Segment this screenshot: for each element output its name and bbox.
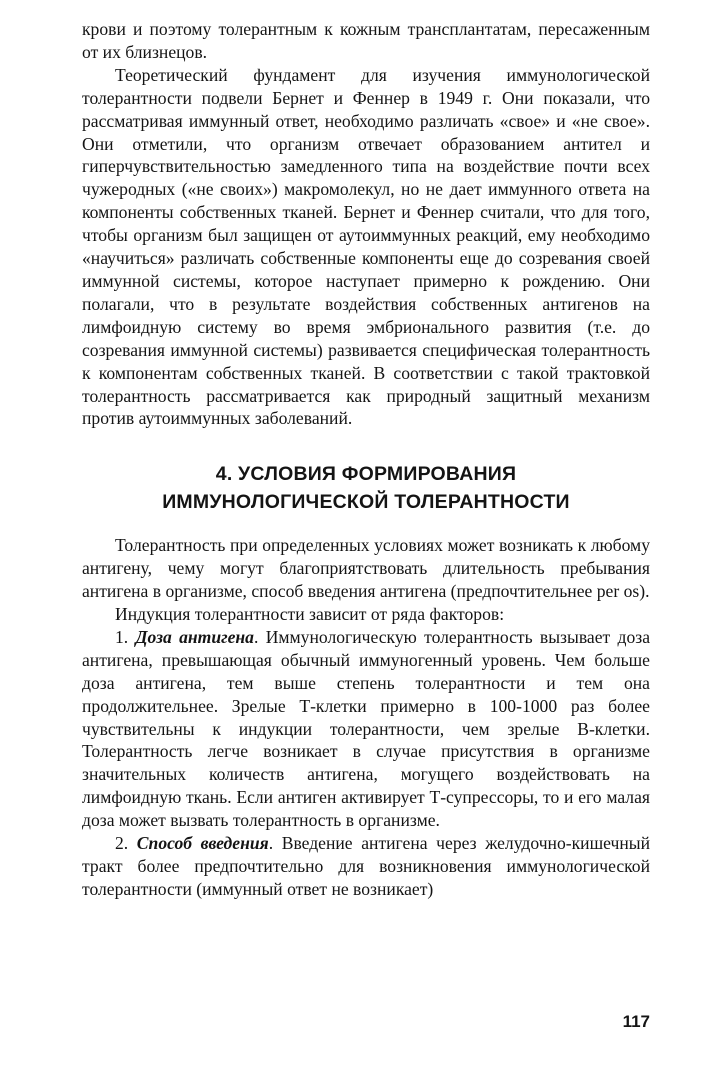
paragraph-item-method (82, 832, 650, 901)
item-text: . Иммунологическую толерантность вызывает доза антигена, превышающая обычный иммуногенный уровень. Чем больше доза антигена, тем выше степень толерантности и тем она продолжительнее. Зрелые Т-клетки примерно в 100-1000 раз более чувствительны к индукции толерантности, чем зрелые В-клетки. Толерантность легче возникает в случае присутствия в организме значительных количеств антигена, могущего воздействовать на лимфоидную ткань. Если антиген активирует Т-супрессоры, то и его малая доза может вызвать толерантность в организме. (82, 626, 651, 831)
section-heading-line-1: 4. УСЛОВИЯ ФОРМИРОВАНИЯ (215, 463, 517, 486)
paragraph-theory: Теоретический фундамент для изучения иммунологической толерантности подвели Бернет и Феннер в 1949 г. Они показали, что рассматривая иммунный ответ, необходимо различать «свое» и «не свое». Они отметили, что организм отвечает образованием антител и гиперчувствительностью замедленного типа на воздействие почти всех чужеродных («не своих») макромолекул, но не дает иммунного ответа на компоненты собственных тканей. Бернет и Феннер считали, что для того, чтобы организм был защищен от аутоиммунных реакций, ему необходимо «научиться» различать собственные компоненты еще до созревания своей иммунной системы, которое наступает примерно к рождению. Они полагали, что в результате воздействия собственных антигенов на лимфоидную систему во время эмбрионального развития (т.е. до созревания иммунной системы) развивается специфическая толерантность к компонентам собственных тканей. В соответствии с такой трактовкой толерантность рассматривается как природный защитный механизм против аутоиммунных заболеваний. (82, 64, 650, 429)
section-heading-line-2: ИММУНОЛОГИЧЕСКОЙ ТОЛЕРАНТНОСТИ (162, 491, 570, 514)
item-number: 1. (115, 626, 136, 647)
paragraph-factors-intro: Индукция толерантности зависит от ряда факторов: (115, 604, 505, 625)
page-number: 117 (622, 1012, 650, 1031)
section-heading (82, 460, 650, 516)
paragraph-continuation: крови и поэтому толерантным к кожным трансплантатам, пересаженным от их близнецов. (82, 19, 650, 62)
page-body (82, 18, 650, 901)
item-term: Доза антигена (135, 626, 254, 647)
paragraph-item-dose (82, 626, 650, 832)
item-term: Способ введения (136, 833, 269, 854)
paragraph-intro: Толерантность при определенных условиях может возникать к любому антигену, чему могут благоприятствовать длительность пребывания антигена в организме, способ введения антигена (предпочтительнее per os). (82, 535, 650, 602)
item-number: 2. (115, 833, 137, 854)
item-text: . Введение антигена через желудочно-кишечный тракт более предпочтительно для возникновения иммунологической толерантности (иммунный ответ не возникает) (82, 833, 650, 899)
